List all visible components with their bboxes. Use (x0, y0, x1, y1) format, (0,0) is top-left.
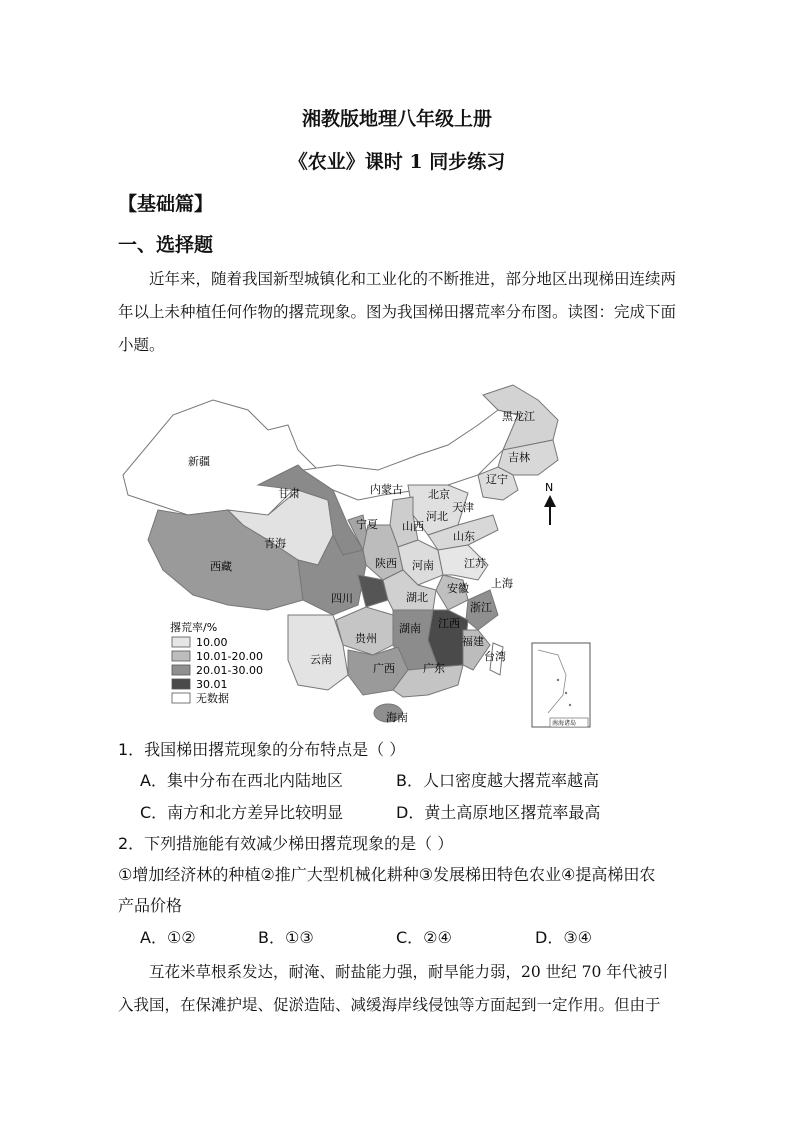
label-gansu: 甘肃 (278, 487, 300, 500)
map-legend (170, 620, 263, 705)
province-guizhou (336, 607, 393, 655)
label-shanghai: 上海 (491, 577, 513, 590)
south-china-sea-inset (532, 643, 590, 727)
inset-label: 南海诸岛 (552, 720, 577, 727)
label-shaanxi: 陕西 (375, 557, 397, 570)
label-jiangxi: 江西 (438, 617, 460, 630)
question-1-option-b[interactable]: B．人口密度越大撂荒率越高 (396, 771, 599, 790)
next-passage-paragraph: 互花米草根系发达，耐淹、耐盐能力强，耐旱能力弱，20 世纪 70 年代被引入我国，在保滩护堤、促淤造陆、减缓海岸线侵蚀等方面起到一定作用。但由于 (118, 963, 669, 1014)
label-taiwan: 台湾 (484, 650, 506, 663)
question-2-option-a[interactable]: A．①② (140, 928, 196, 947)
label-jilin: 吉林 (508, 451, 530, 464)
label-ningxia: 宁夏 (356, 518, 378, 531)
label-henan: 河南 (412, 559, 434, 572)
legend-item-3: 20.01-30.00 (196, 664, 263, 677)
legend-swatch-4 (172, 679, 190, 689)
label-shanxi: 山西 (402, 520, 424, 533)
label-anhui: 安徽 (447, 582, 469, 595)
question-1-option-d[interactable]: D．黄土高原地区撂荒率最高 (396, 803, 601, 822)
label-hainan: 海南 (386, 711, 408, 724)
label-hubei: 湖北 (406, 591, 428, 604)
question-2-measures-line-1: ①增加经济林的种植②推广大型机械化耕种③发展梯田特色农业④提高梯田农 (118, 865, 656, 884)
label-yunnan: 云南 (310, 653, 332, 666)
label-xizang: 西藏 (210, 560, 232, 573)
question-1-option-c[interactable]: C．南方和北方差异比较明显 (140, 803, 344, 822)
question-2-option-d[interactable]: D．③④ (535, 928, 593, 947)
question-2-option-b[interactable]: B．①③ (258, 928, 314, 947)
terraced-field-map (118, 375, 638, 730)
document-title: 湘教版地理八年级上册 (301, 108, 492, 130)
north-label: N (545, 481, 554, 494)
label-tianjin: 天津 (452, 501, 474, 514)
label-guizhou: 贵州 (355, 632, 377, 645)
part-label: 一、选择题 (118, 234, 214, 256)
section-label: 【基础篇】 (118, 193, 214, 215)
legend-swatch-3 (172, 665, 190, 675)
label-beijing: 北京 (428, 488, 450, 501)
label-guangdong: 广东 (423, 662, 445, 675)
intro-paragraph: 近年来，随着我国新型城镇化和工业化的不断推进，部分地区出现梯田连续两年以上未种植任何作物的撂荒现象。图为我国梯田撂荒率分布图。读图：完成下面小题。 (118, 270, 677, 354)
label-fujian: 福建 (462, 635, 484, 648)
legend-swatch-5 (172, 693, 190, 703)
label-neimenggu: 内蒙古 (370, 483, 403, 496)
label-guangxi: 广西 (373, 662, 395, 675)
north-arrow-icon (544, 481, 556, 525)
label-hebei: 河北 (426, 510, 448, 523)
question-2-option-c[interactable]: C．②④ (396, 928, 452, 947)
label-xinjiang: 新疆 (188, 455, 210, 468)
label-heilongjiang: 黑龙江 (502, 410, 535, 423)
question-1-stem: 1．我国梯田撂荒现象的分布特点是（ ） (118, 740, 406, 759)
question-2-stem: 2．下列措施能有效减少梯田撂荒现象的是（ ） (118, 834, 454, 853)
label-sichuan: 四川 (331, 592, 353, 605)
label-hunan: 湖南 (399, 622, 421, 635)
label-jiangsu: 江苏 (464, 557, 486, 570)
legend-item-2: 10.01-20.00 (196, 650, 263, 663)
question-2-measures-line-2: 产品价格 (118, 896, 183, 915)
legend-swatch-2 (172, 651, 190, 661)
label-liaoning: 辽宁 (486, 473, 508, 486)
legend-item-4: 30.01 (196, 678, 228, 691)
question-1-option-a[interactable]: A．集中分布在西北内陆地区 (140, 771, 343, 790)
legend-item-5: 无数据 (196, 692, 229, 705)
label-zhejiang: 浙江 (470, 601, 492, 614)
label-shandong: 山东 (453, 530, 475, 543)
document-subtitle: 《农业》课时 1 同步练习 (288, 151, 506, 173)
legend-item-1: 10.00 (196, 636, 228, 649)
label-qinghai: 青海 (264, 537, 286, 550)
legend-swatch-1 (172, 637, 190, 647)
legend-title: 撂荒率/% (170, 621, 218, 634)
